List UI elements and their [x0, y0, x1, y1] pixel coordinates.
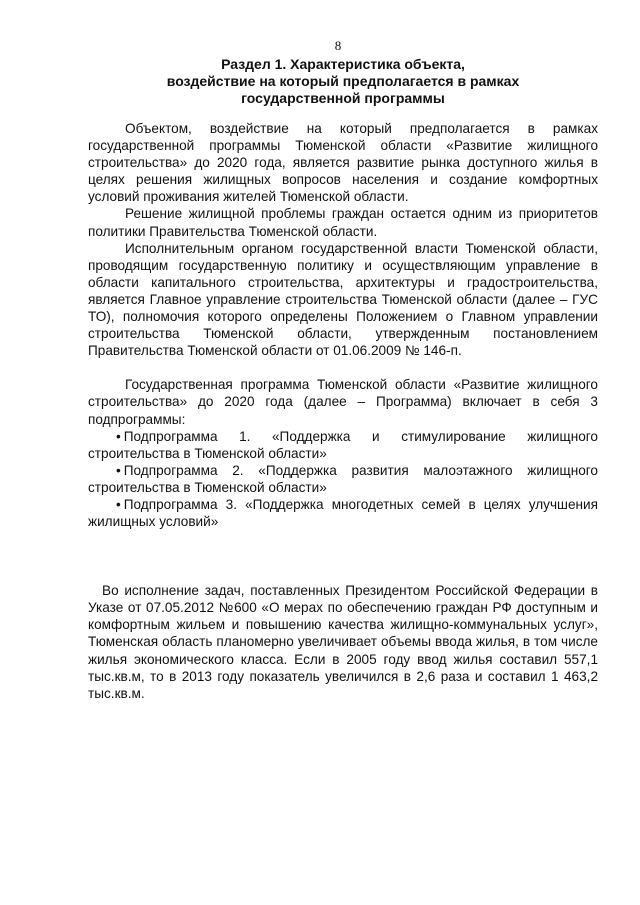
- document-body: [88, 120, 598, 702]
- list-item-subprogram-1: [88, 428, 598, 462]
- heading-line-1: Раздел 1. Характеристика объекта,: [221, 56, 465, 72]
- list-item-subprogram-2: [88, 462, 598, 496]
- paragraph-executive-body: Исполнительным органом государственной власти Тюменской области, проводящим государственную политику и осуществляющим управление в области капитального строительства, архитектуры и градостроительства, является Главное управление строительства Тюменской области (далее – ГУС ТО), полномочия которого определены Положением о Главном управлении строительства Тюменской области, утвержденным постановлением Правительства Тюменской области от 01.06.2009 № 146-п.: [88, 240, 598, 359]
- paragraph-program-intro: Государственная программа Тюменской области «Развитие жилищного строительства» до 2020 года (далее – Программа) включает в себя 3 подпрограммы:: [88, 377, 598, 427]
- subprogram-1-text: Подпрограмма 1. «Поддержка и стимулирование жилищного строительства в Тюменской области»: [88, 428, 598, 461]
- paragraph-housing-priority: Решение жилищной проблемы граждан остается одним из приоритетов политики Правительства Тюменской области.: [88, 206, 598, 239]
- bullet-icon: •: [116, 496, 121, 512]
- heading-line-2: воздействие на который предполагается в рамках: [166, 73, 520, 89]
- bullet-icon: •: [116, 428, 121, 444]
- bullet-icon: •: [116, 462, 121, 478]
- list-item-subprogram-3: [88, 496, 598, 530]
- heading-line-3: государственной программы: [241, 90, 445, 106]
- paragraph-presidential-decree: Во исполнение задач, поставленных Президентом Российской Федерации в Указе от 07.05.2012 №600 «О мерах по обеспечению граждан РФ доступным и комфортным жильем и повышению качества жилищно-коммунальных услуг», Тюменская область планомерно увеличивает объемы ввода жилья, в том числе жилья экономического класса. Если в 2005 году ввод жилья составил 557,1 тыс.кв.м, то в 2013 году показатель увеличился в 2,6 раза и составил 1 463,2 тыс.кв.м.: [88, 583, 598, 701]
- page-number: 8: [334, 38, 342, 53]
- subprogram-3-text: Подпрограмма 3. «Поддержка многодетных семей в целях улучшения жилищных условий»: [88, 496, 598, 530]
- subprogram-2-text: Подпрограмма 2. «Поддержка развития малоэтажного жилищного строительства в Тюменской области»: [88, 462, 598, 495]
- paragraph-object: Объектом, воздействие на который предполагается в рамках государственной программы Тюменской области «Развитие жилищного строительства» до 2020 года, является развитие рынка доступного жилья в целях решения жилищных вопросов населения и создание комфортных условий проживания жителей Тюменской области.: [88, 121, 598, 205]
- section-heading: [88, 56, 598, 107]
